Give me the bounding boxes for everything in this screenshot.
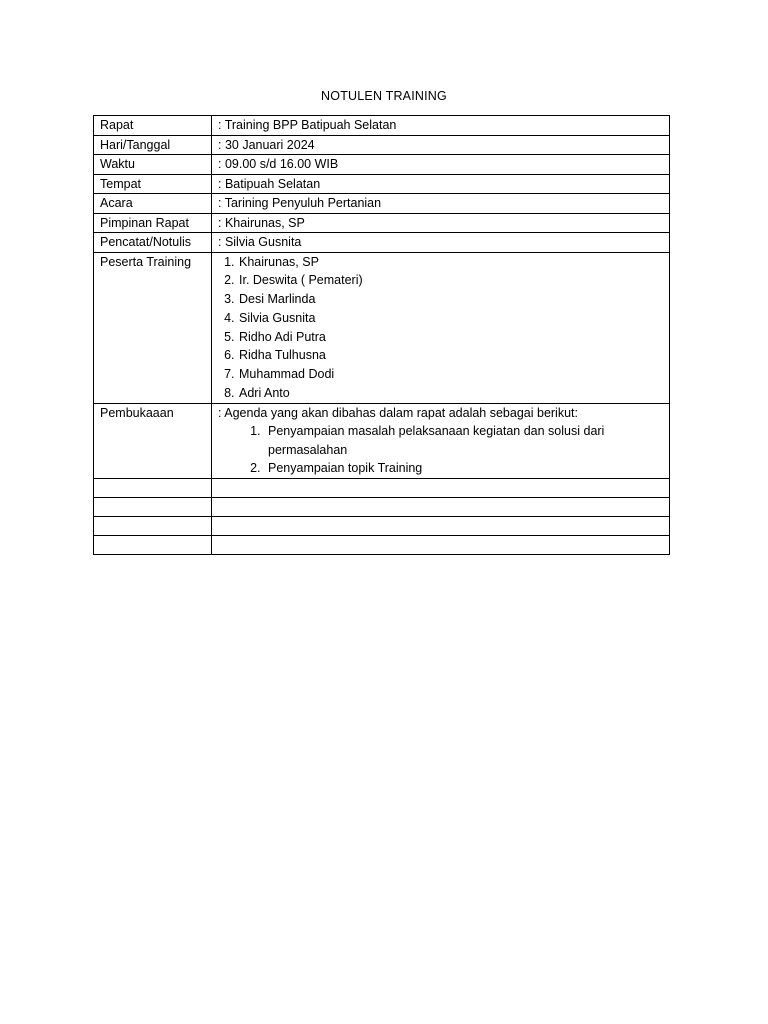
row-rapat <box>94 116 670 136</box>
field-value: : Batipuah Selatan <box>212 174 670 194</box>
field-label: Hari/Tanggal <box>94 135 212 155</box>
list-item: 1. Khairunas, SP <box>238 253 663 272</box>
agenda-intro: : Agenda yang akan dibahas dalam rapat adalah sebagai berikut: <box>218 405 578 420</box>
list-item: 6. Ridha Tulhusna <box>238 346 663 365</box>
agenda-list <box>218 422 663 478</box>
field-label: Waktu <box>94 155 212 175</box>
empty-cell <box>212 535 670 554</box>
document-title: NOTULEN TRAINING <box>321 89 447 103</box>
row-pimpinan-rapat <box>94 213 670 233</box>
row-pencatat-notulis <box>94 233 670 253</box>
row-pembukaan <box>94 403 670 478</box>
list-item: 5. Ridho Adi Putra <box>238 328 663 347</box>
field-label: Acara <box>94 194 212 214</box>
empty-cell <box>94 535 212 554</box>
list-item: 2. Ir. Deswita ( Pemateri) <box>238 271 663 290</box>
field-value: : 09.00 s/d 16.00 WIB <box>212 155 670 175</box>
field-label: Tempat <box>94 174 212 194</box>
empty-row <box>94 516 670 535</box>
empty-cell <box>212 516 670 535</box>
row-hari-tanggal <box>94 135 670 155</box>
empty-row <box>94 497 670 516</box>
list-item: 4. Silvia Gusnita <box>238 309 663 328</box>
field-value: : Tarining Penyuluh Pertanian <box>212 194 670 214</box>
pembukaan-cell <box>212 403 670 478</box>
list-item: 1. Penyampaian masalah pelaksanaan kegiatan dan solusi dari permasalahan <box>264 422 663 459</box>
list-item: 2. Penyampaian topik Training <box>264 459 663 478</box>
field-value: : Silvia Gusnita <box>212 233 670 253</box>
field-value: : Training BPP Batipuah Selatan <box>212 116 670 136</box>
peserta-list <box>218 253 663 403</box>
row-tempat <box>94 174 670 194</box>
peserta-cell <box>212 252 670 403</box>
row-peserta-training <box>94 252 670 403</box>
field-value: : Khairunas, SP <box>212 213 670 233</box>
list-item: 8. Adri Anto <box>238 384 663 403</box>
field-value: : 30 Januari 2024 <box>212 135 670 155</box>
empty-row <box>94 478 670 497</box>
empty-cell <box>212 478 670 497</box>
field-label: Rapat <box>94 116 212 136</box>
row-waktu <box>94 155 670 175</box>
empty-row <box>94 535 670 554</box>
field-label: Peserta Training <box>94 252 212 403</box>
empty-cell <box>94 478 212 497</box>
list-item: 3. Desi Marlinda <box>238 290 663 309</box>
row-acara <box>94 194 670 214</box>
empty-cell <box>94 497 212 516</box>
field-label: Pimpinan Rapat <box>94 213 212 233</box>
field-label: Pencatat/Notulis <box>94 233 212 253</box>
list-item: 7. Muhammad Dodi <box>238 365 663 384</box>
empty-cell <box>94 516 212 535</box>
notulen-table <box>93 115 670 555</box>
field-label: Pembukaaan <box>94 403 212 478</box>
empty-cell <box>212 497 670 516</box>
